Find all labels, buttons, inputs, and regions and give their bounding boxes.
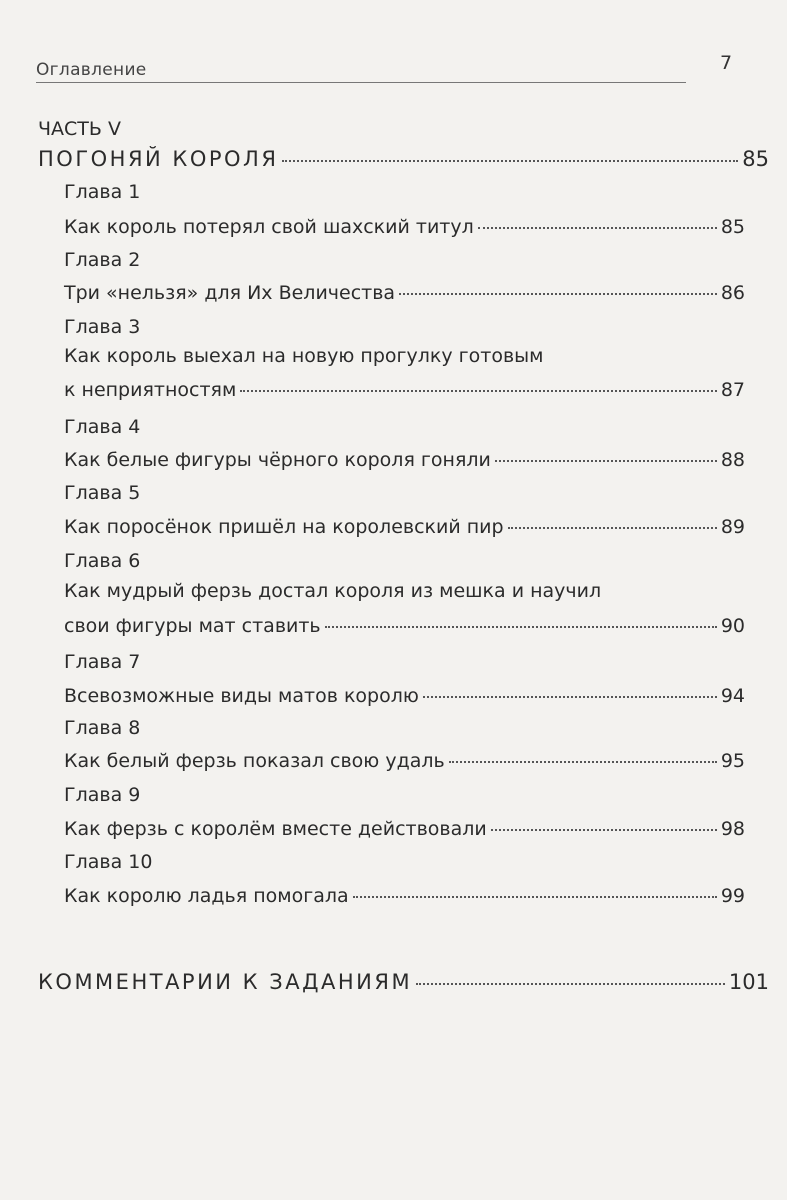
part-label: ЧАСТЬ V	[38, 118, 121, 140]
toc-entry-title: к неприятностям	[64, 379, 237, 401]
dot-leader	[495, 460, 717, 462]
toc-entry-page: 85	[720, 216, 745, 238]
toc-entry-title: Три «нельзя» для Их Величества	[64, 282, 396, 304]
toc-entry	[64, 211, 745, 243]
chapter-label: Глава 7	[64, 651, 141, 673]
toc-entry	[64, 610, 745, 642]
toc-entry	[64, 813, 745, 845]
chapter-label: Глава 4	[64, 416, 141, 438]
dot-leader	[423, 696, 717, 698]
toc-entry-page: 86	[720, 282, 745, 304]
toc-entry-title: ПОГОНЯЙ КОРОЛЯ	[38, 147, 279, 171]
toc-entry	[64, 374, 745, 406]
toc-entry-page: 98	[720, 818, 745, 840]
toc-entry	[64, 745, 745, 777]
chapter-label: Глава 2	[64, 249, 141, 271]
toc-entry-page: 87	[720, 379, 745, 401]
page-number: 7	[720, 52, 733, 74]
chapter-label: Глава 1	[64, 181, 141, 203]
toc-entry-title-line1: Как мудрый ферзь достал короля из мешка и научил	[64, 580, 602, 602]
toc-entry-title: Как белый ферзь показал свою удаль	[64, 750, 445, 772]
toc-entry-page: 90	[720, 615, 745, 637]
chapter-label: Глава 3	[64, 316, 141, 338]
toc-entry	[64, 277, 745, 309]
header-rule	[36, 82, 686, 83]
toc-entry-page: 95	[720, 750, 745, 772]
dot-leader	[240, 390, 717, 392]
chapter-label: Глава 5	[64, 482, 141, 504]
toc-entry-comments	[38, 966, 769, 998]
toc-entry	[64, 880, 745, 912]
toc-entry-title: Как поросёнок пришёл на королевский пир	[64, 516, 504, 538]
toc-entry-page: 89	[720, 516, 745, 538]
dot-leader	[478, 227, 717, 229]
toc-entry-page: 99	[720, 885, 745, 907]
dot-leader	[353, 896, 717, 898]
chapter-label: Глава 8	[64, 717, 141, 739]
toc-entry-title: КОММЕНТАРИИ К ЗАДАНИЯМ	[38, 970, 413, 994]
toc-entry-title: Всевозможные виды матов королю	[64, 685, 419, 707]
dot-leader	[508, 527, 717, 529]
toc-entry	[64, 680, 745, 712]
chapter-label: Глава 9	[64, 784, 141, 806]
toc-entry-title: Как король потерял свой шахский титул	[64, 216, 474, 238]
chapter-label: Глава 10	[64, 851, 153, 873]
toc-entry-title-line1: Как король выехал на новую прогулку готовым	[64, 345, 544, 367]
dot-leader	[491, 829, 717, 831]
toc-entry-page: 85	[742, 147, 769, 171]
toc-entry-title: Как королю ладья помогала	[64, 885, 349, 907]
toc-entry-part-title	[38, 143, 769, 175]
toc-entry-page: 101	[728, 970, 769, 994]
toc-entry-page: 94	[720, 685, 745, 707]
dot-leader	[325, 626, 717, 628]
toc-entry-title: Как белые фигуры чёрного короля гоняли	[64, 449, 491, 471]
running-header-title: Оглавление	[36, 60, 147, 80]
dot-leader	[449, 761, 717, 763]
chapter-label: Глава 6	[64, 550, 141, 572]
dot-leader	[416, 983, 725, 985]
toc-entry-page: 88	[720, 449, 745, 471]
toc-entry-title: свои фигуры мат ставить	[64, 615, 321, 637]
toc-entry-title: Как ферзь с королём вместе действовали	[64, 818, 487, 840]
dot-leader	[399, 293, 717, 295]
toc-entry	[64, 511, 745, 543]
dot-leader	[282, 160, 738, 162]
toc-entry	[64, 444, 745, 476]
